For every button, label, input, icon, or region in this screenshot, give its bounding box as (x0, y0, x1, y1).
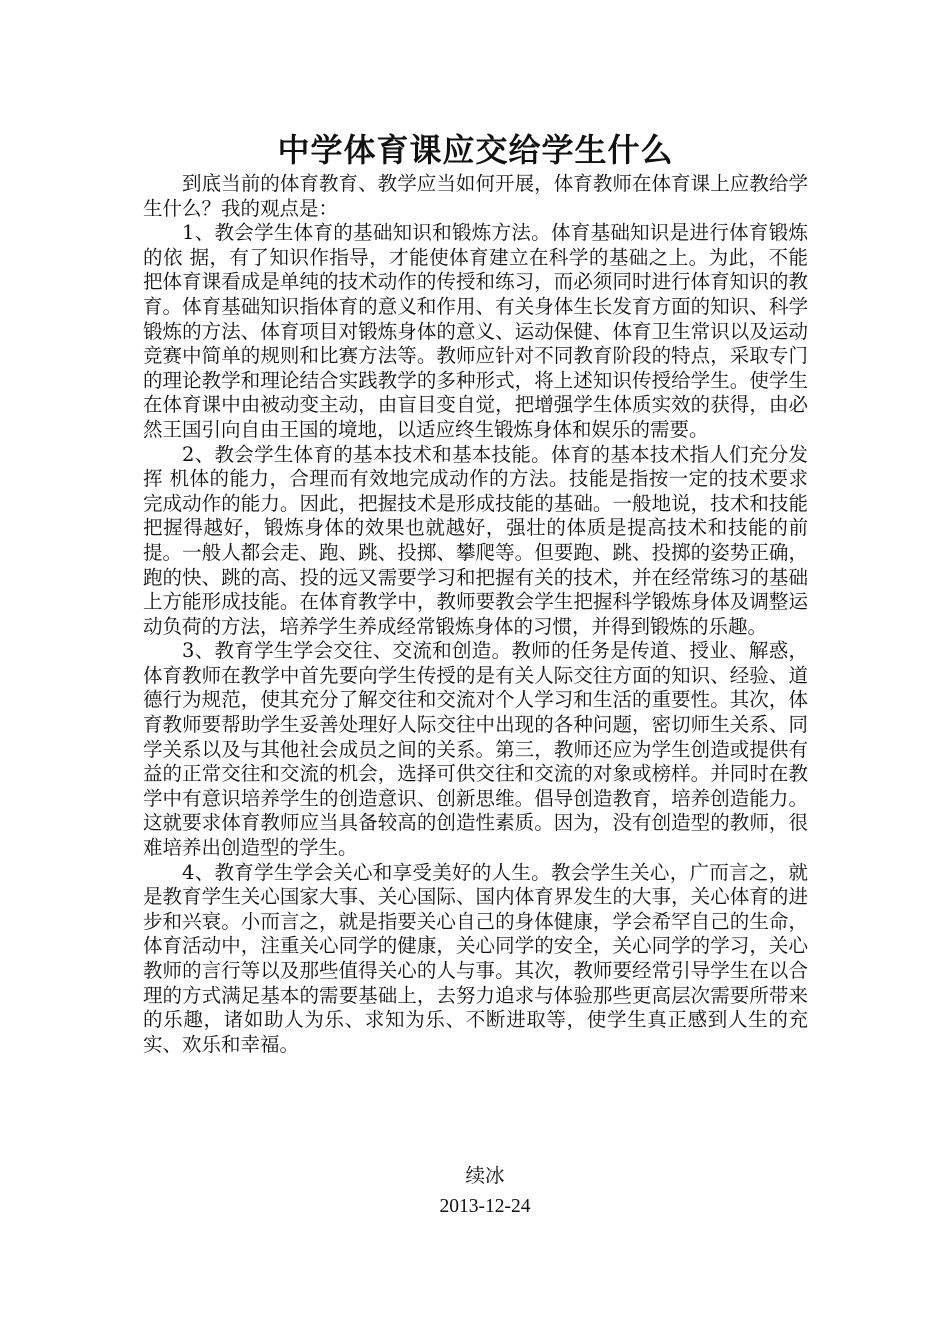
paragraph-3: 3、教育学生学会交往、交流和创造。教师的任务是传道、授业、解惑，体育教师在教学中首先要向学生传授的是有关人际交往方面的知识、经验、道德行为规范，使其充分了解交往和交流对个人学习和生活的重要性。其次，体育教师要帮助学生妥善处理好人际交往中出现的各种问题，密切师生关系、同学关系以及与其他社会成员之间的关系。第三，教师还应为学生创造或提供有益的正常交往和交流的机会，选择可供交往和交流的对象或榜样。并同时在教学中有意识培养学生的创造意识、创新思维。倡导创造教育，培养创造能力。这就要求体育教师应当具备较高的创造性素质。因为，没有创造型的教师，很难培养出创造型的学生。 (143, 639, 808, 860)
document-date: 2013-12-24 (439, 1196, 531, 1217)
document-title: 中学体育课应交给学生什么 (277, 131, 674, 169)
paragraph-4: 4、教育学生学会关心和享受美好的人生。教会学生关心，广而言之，就是教育学生关心国家大事、关心国际、国内体育界发生的大事，关心体育的进步和兴衰。小而言之，就是指要关心自己的身体健康，学会希罕自己的生命，体育活动中，注重关心同学的健康，关心同学的安全，关心同学的学习，关心教师的言行等以及那些值得关心的人与事。其次，教师要经常引导学生在以合理的方式满足基本的需要基础上，去努力追求与体验那些更高层次需要所带来的乐趣，诸如助人为乐、求知为乐、不断进取等，使学生真正感到人生的充实、欢乐和幸福。 (143, 860, 808, 1056)
document-body (143, 172, 808, 1057)
paragraph-1: 1、教会学生体育的基础知识和锻炼方法。体育基础知识是进行体育锻炼的依 据，有了知识作指导，才能使体育建立在科学的基础之上。为此，不能把体育课看成是单纯的技术动作的传授和练习，而必须同时进行体育知识的教育。体育基础知识指体育的意义和作用、有关身体生长发育方面的知识、科学锻炼的方法、体育项目对锻炼身体的意义、运动保健、体育卫生常识以及运动竞赛中简单的规则和比赛方法等。教师应针对不同教育阶段的特点，采取专门的理论教学和理论结合实践教学的多种形式，将上述知识传授给学生。使学生在体育课中由被动变主动，由盲目变自觉，把增强学生体质实效的获得，由必然王国引向自由王国的境地，以适应终生锻炼身体和娱乐的需要。 (143, 221, 808, 441)
author-name: 续冰 (465, 1166, 505, 1187)
paragraph-2: 2、教会学生体育的基本技术和基本技能。体育的基本技术指人们充分发挥 机体的能力，合理而有效地完成动作的方法。技能是指按一定的技术要求完成动作的能力。因此，把握技术是形成技能的基础。一般地说，技术和技能把握得越好，锻炼身体的效果也就越好，强壮的体质是提高技术和技能的前提。一般人都会走、跑、跳、投掷、攀爬等。但要跑、跳、投掷的姿势正确，跑的快、跳的高、投的远又需要学习和把握有关的技术，并在经常练习的基础上方能形成技能。在体育教学中，教师要教会学生把握科学锻炼身体及调整运动负荷的方法，培养学生养成经常锻炼身体的习惯，并得到锻炼的乐趣。 (143, 442, 808, 638)
document-page (143, 128, 808, 1057)
intro-paragraph: 到底当前的体育教育、教学应当如何开展，体育教师在体育课上应教给学生什么？我的观点是： (143, 172, 808, 220)
